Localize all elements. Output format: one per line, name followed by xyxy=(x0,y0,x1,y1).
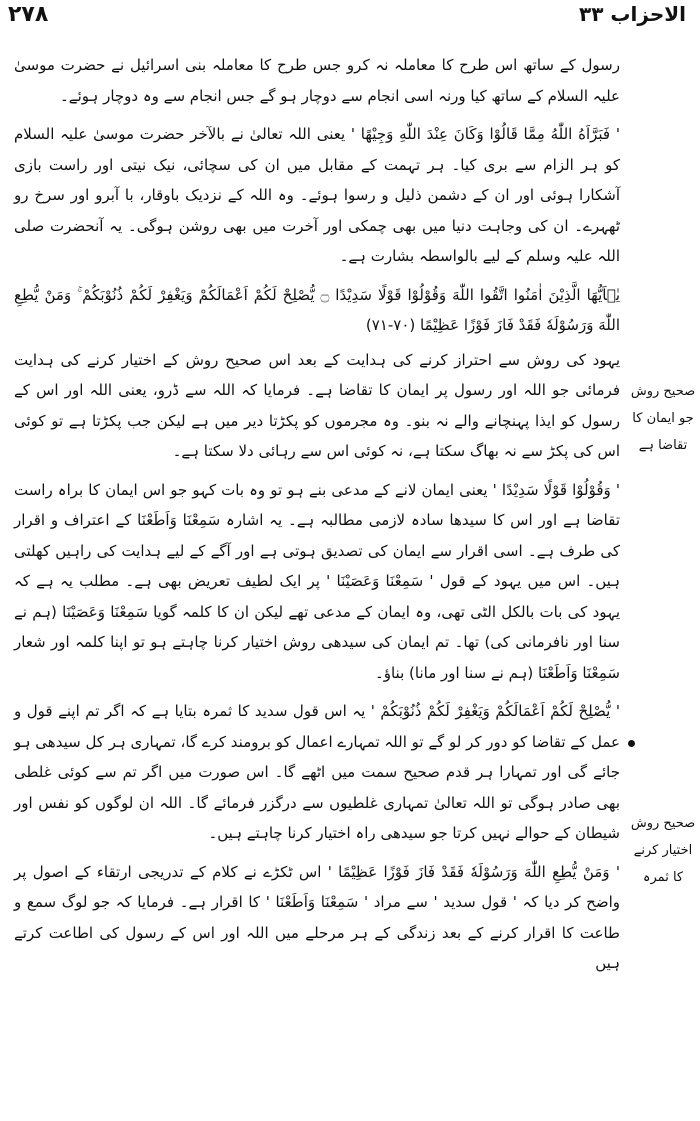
paragraph-1: رسول کے ساتھ اس طرح کا معاملہ نہ کرو جس طرح کا معاملہ بنی اسرائیل نے حضرت موسیٰ علیہ السلام کے ساتھ کیا ورنہ اسی انجام سے دوچار ہو گے جس انجام سے وہ دوچار ہوئے۔ xyxy=(14,56,620,105)
paragraph-6: ' وَمَنْ یُّطِعِ اللّٰهَ وَرَسُوْلَهٗ فَقَدْ فَازَ فَوْزًا عَظِیْمًا ' اس ٹکڑے نے کلام کے تدریجی ارتقاء کے اصول پر واضح کر دیا کہ ' قول سدید ' سے مراد ' سَمِعْنَا وَاَطَعْنَا ' کا اقرار ہے۔ فرمایا کہ جو لوگ سمع و طاعت کا اقرار کرنے کے بعد زندگی کے ہر مرحلے میں اللہ اور اس کے رسول کی اطاعت کرتے ہیں xyxy=(14,862,620,972)
paragraph-3: یہود کی روش سے احتراز کرنے کی ہدایت کے بعد اس صحیح روش کے اختیار کرنے کی ہدایت فرمائی جو اللہ اور رسول پر ایمان کا تقاضا ہے۔ فرمایا کہ اللہ سے ڈرو، یعنی اللہ اور اس کے رسول کو ایذا پہنچانے والے نہ بنو۔ وہ مجرموں کو پکڑتا دیر میں ہے لیکن جب پکڑتا ہے تو کوئی اس کی پکڑ سے نہ بھاگ سکتا ہے، نہ کوئی اس سے رہائی دلا سکتا ہے۔ xyxy=(14,350,620,460)
quran-verse: یٰۤاَیُّهَا الَّذِیْنَ اٰمَنُوا اتَّقُوا اللّٰهَ وَقُوْلُوْا قَوْلًا سَدِیْدًا ۝ یُّصْلِحْ لَكُمْ اَعْمَالَكُمْ وَیَغْفِرْ لَكُمْ ذُنُوْبَكُمْ ۚ وَمَنْ یُّطِعِ اللّٰهَ وَرَسُوْلَهٗ فَقَدْ فَازَ فَوْزًا عَظِیْمًا (۷۰-۷۱) xyxy=(14,285,620,334)
margin-note-2: صحیح روش اختیار کرنے کا ثمرہ xyxy=(630,816,696,885)
page-number: ۲۷۸ xyxy=(8,2,49,27)
bullet-mark xyxy=(628,740,635,747)
paragraph-5: ' یُّصْلِحْ لَكُمْ اَعْمَالَكُمْ وَیَغْفِرْ لَكُمْ ذُنُوْبَكُمْ ' یہ اس قول سدید کا ثمرہ بتایا ہے کہ اگر تم اپنے قول و عمل کے تقاضا کو دور کر لو گے تو اللہ تمہارے اعمال کو برومند کرے گا، تمہاری ہر کل سیدھی ہو جائے گی اور تمہارا ہر قدم صحیح سمت میں اٹھے گا۔ اس صورت میں اگر تم سے کوئی غلطی بھی صادر ہوگی تو اللہ تعالیٰ تمہاری غلطیوں سے درگزر فرمائے گا۔ اللہ ان لوگوں کو نفس اور شیطان کے حوالے نہیں کرتا جو سیدھی راہ اختیار کرنا چاہتے ہیں۔ xyxy=(13,702,620,842)
paragraph-2: ' فَبَرَّاَهُ اللّٰهُ مِمَّا قَالُوْا وَكَانَ عِنْدَ اللّٰهِ وَجِیْهًا ' یعنی اللہ تعالیٰ نے بالآخر حضرت موسیٰ علیہ السلام کو ہر الزام سے بری کیا۔ ہر تہمت کے مقابل میں ان کی سچائی، نیک نیتی اور راست بازی آشکارا ہوئی اور ان کے دشمن ذلیل و رسوا ہوئے۔ وہ اللہ کے نزدیک باوقار، با آبرو اور سرخ رو ٹھہرے۔ ان کی وجاہت دنیا میں بھی چمکی اور آخرت میں بھی روشن ہوگی۔ یہ آنحضرت صلی اللہ علیہ وسلم کے لیے بالواسطہ بشارت ہے۔ xyxy=(14,125,620,265)
margin-note-1: صحیح روش جو ایمان کا تقاضا ہے xyxy=(630,384,696,453)
commentary-body xyxy=(14,50,620,987)
paragraph-4: ' وَقُوْلُوْا قَوْلًا سَدِیْدًا ' یعنی ایمان لانے کے مدعی بنے ہو تو وہ بات کہو جو اس ایمان کا براہ راست تقاضا ہے اور اس کا سیدھا سادہ لازمی مطالبہ ہے۔ یہ اشارہ سَمِعْنَا وَاَطَعْنَا کے اعتراف و اقرار کی طرف ہے۔ اسی اقرار سے ایمان کی تصدیق ہوتی ہے اور آگے کے لیے ہدایت کی راہیں کھلتی ہیں۔ اس میں یہود کے قول ' سَمِعْنَا وَعَصَیْنَا ' پر ایک لطیف تعریض بھی ہے۔ مطلب یہ ہے کہ یہود کی بات بالکل الٹی تھی، وہ ایمان کے مدعی تھے لیکن ان کا کلمہ گویا سَمِعْنَا وَعَصَیْنَا (ہم نے سنا اور نافرمانی کی) تھا۔ تم ایمان کی سیدھی روش اختیار کرنا چاہتے ہو تو اپنا کلمہ اور شعار سَمِعْنَا وَاَطَعْنَا (ہم نے سنا اور مانا) بناؤ۔ xyxy=(14,480,620,682)
surah-heading: الاحزاب ۳۳ xyxy=(579,2,686,26)
